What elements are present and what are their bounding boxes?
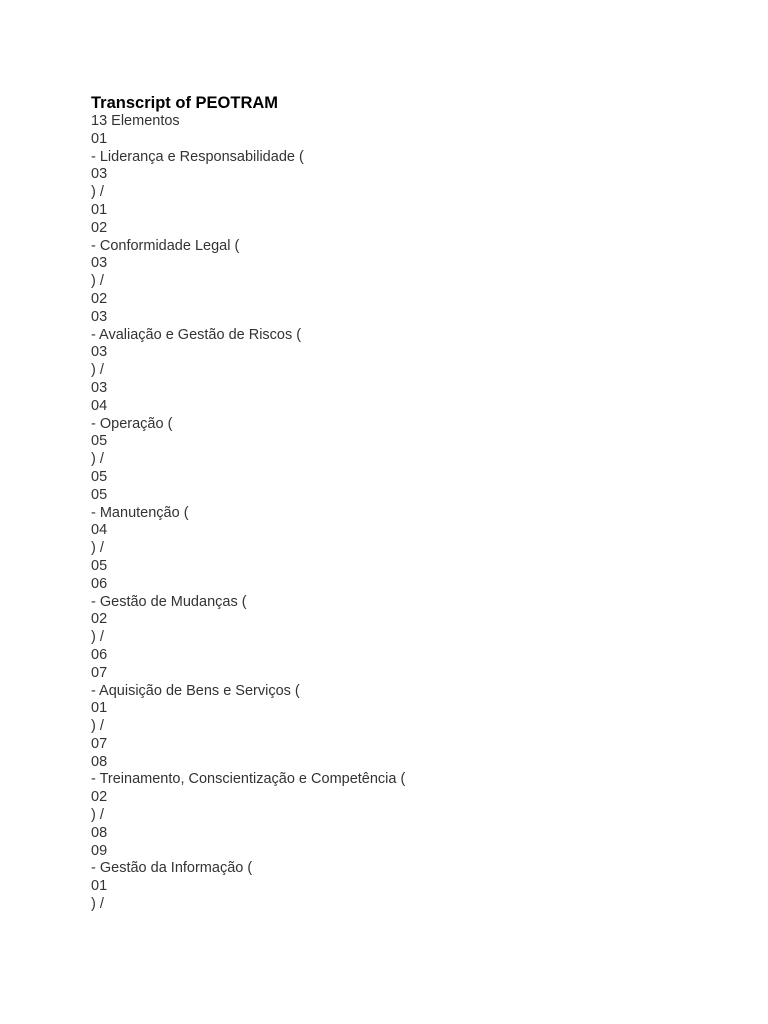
- transcript-line: ) /: [91, 896, 104, 913]
- transcript-line: - Gestão da Informação (: [91, 860, 253, 877]
- transcript-line: 04: [91, 522, 108, 539]
- transcript-line: - Aquisição de Bens e Serviços (: [91, 682, 300, 699]
- transcript-lines: [91, 113, 731, 914]
- transcript-line: 06: [91, 575, 108, 592]
- transcript-document: [91, 93, 731, 914]
- transcript-line: 05: [91, 486, 108, 503]
- transcript-line: 03: [91, 166, 108, 183]
- transcript-line: - Manutenção (: [91, 504, 189, 521]
- transcript-line: 01: [91, 878, 108, 895]
- transcript-line: 05: [91, 433, 108, 450]
- transcript-line: - Avaliação e Gestão de Riscos (: [91, 326, 302, 343]
- document-title: Transcript of PEOTRAM: [91, 94, 279, 112]
- transcript-line: 03: [91, 308, 108, 325]
- transcript-line: ) /: [91, 718, 104, 735]
- transcript-line: - Liderança e Responsabilidade (: [91, 148, 304, 165]
- transcript-line: 07: [91, 664, 108, 681]
- transcript-line: - Treinamento, Conscientização e Competência (: [91, 771, 406, 788]
- transcript-line: ) /: [91, 184, 104, 201]
- transcript-line: 01: [91, 201, 108, 218]
- transcript-line: 01: [91, 700, 108, 717]
- transcript-line: ) /: [91, 451, 104, 468]
- transcript-line: 02: [91, 219, 108, 236]
- transcript-line: 02: [91, 290, 108, 307]
- transcript-line: ) /: [91, 362, 104, 379]
- transcript-line: 02: [91, 611, 108, 628]
- transcript-line: 03: [91, 344, 108, 361]
- transcript-line: ) /: [91, 540, 104, 557]
- transcript-line: - Operação (: [91, 415, 173, 432]
- transcript-line: ) /: [91, 629, 104, 646]
- transcript-line: - Conformidade Legal (: [91, 237, 240, 254]
- transcript-line: 13 Elementos: [91, 113, 180, 129]
- transcript-line: 08: [91, 824, 108, 841]
- transcript-line: 05: [91, 557, 108, 574]
- transcript-line: 08: [91, 753, 108, 770]
- transcript-line: 09: [91, 842, 108, 859]
- transcript-line: 01: [91, 130, 108, 147]
- transcript-line: ) /: [91, 807, 104, 824]
- transcript-line: ) /: [91, 273, 104, 290]
- transcript-line: 05: [91, 468, 108, 485]
- transcript-line: 03: [91, 379, 108, 396]
- transcript-line: 02: [91, 789, 108, 806]
- transcript-line: 03: [91, 255, 108, 272]
- transcript-line: 06: [91, 646, 108, 663]
- transcript-line: - Gestão de Mudanças (: [91, 593, 247, 610]
- transcript-line: 07: [91, 735, 108, 752]
- transcript-line: 04: [91, 397, 108, 414]
